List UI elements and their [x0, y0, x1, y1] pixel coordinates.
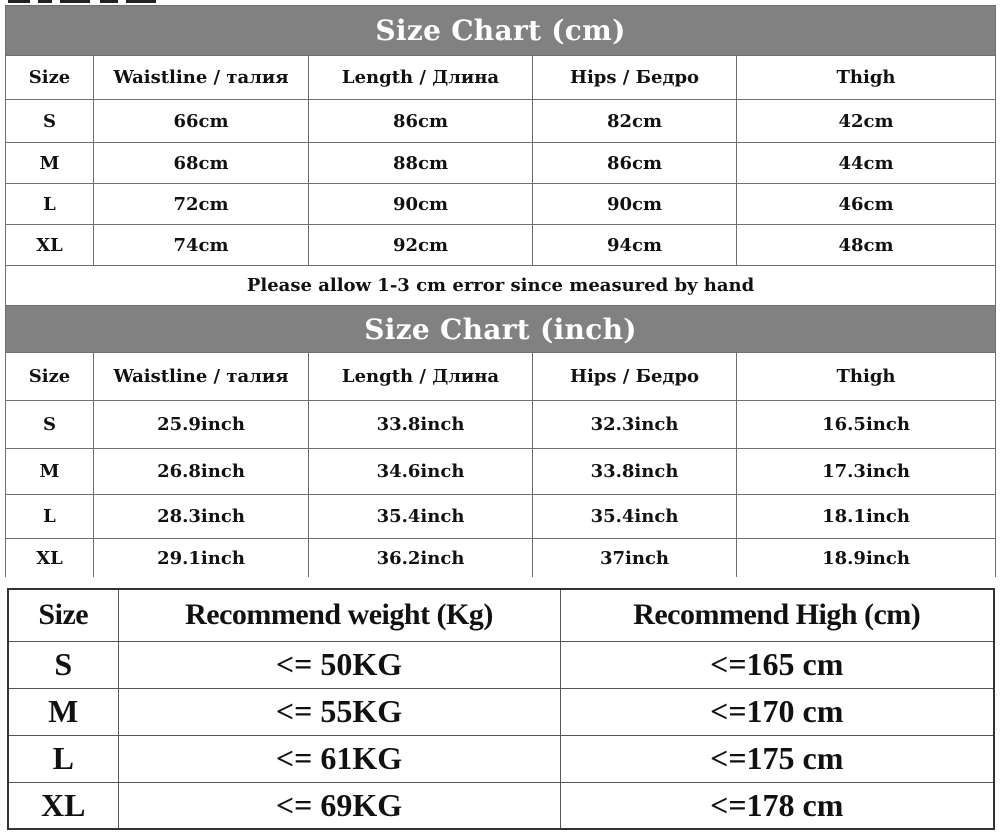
table-row: [6, 143, 996, 184]
size-cell: L: [6, 184, 94, 225]
hips-cell: 37inch: [533, 539, 737, 579]
cm-header-row: [6, 56, 996, 100]
height-cell: <=175 cm: [560, 735, 994, 782]
recommend-header-weight: Recommend weight (Kg): [118, 589, 560, 641]
measurement-note: Please allow 1-3 cm error since measured by hand: [6, 266, 996, 306]
size-chart-inch-table: [5, 305, 996, 579]
table-row: [8, 641, 994, 688]
recommend-header-size: Size: [8, 589, 118, 641]
waistline-cell: 72cm: [94, 184, 309, 225]
weight-cell: <= 55KG: [118, 688, 560, 735]
weight-cell: <= 50KG: [118, 641, 560, 688]
table-row: [8, 688, 994, 735]
cm-header-waistline: Waistline / талия: [94, 56, 309, 100]
size-cell: S: [8, 641, 118, 688]
cm-header-size: Size: [6, 56, 94, 100]
size-cell: S: [6, 100, 94, 143]
length-cell: 35.4inch: [309, 495, 533, 539]
table-row: [6, 449, 996, 495]
size-cell: M: [6, 143, 94, 184]
height-cell: <=170 cm: [560, 688, 994, 735]
size-cell: L: [6, 495, 94, 539]
length-cell: 90cm: [309, 184, 533, 225]
table-row: [6, 184, 996, 225]
hips-cell: 32.3inch: [533, 401, 737, 449]
thigh-cell: 44cm: [737, 143, 996, 184]
hips-cell: 33.8inch: [533, 449, 737, 495]
length-cell: 88cm: [309, 143, 533, 184]
thigh-cell: 42cm: [737, 100, 996, 143]
inch-header-size: Size: [6, 353, 94, 401]
waistline-cell: 25.9inch: [94, 401, 309, 449]
size-cell: M: [8, 688, 118, 735]
size-cell: XL: [8, 782, 118, 829]
table-row: [6, 539, 996, 579]
table-row: [6, 225, 996, 266]
waistline-cell: 66cm: [94, 100, 309, 143]
cm-header-hips: Hips / Бедро: [533, 56, 737, 100]
thigh-cell: 46cm: [737, 184, 996, 225]
cm-header-thigh: Thigh: [737, 56, 996, 100]
weight-cell: <= 61KG: [118, 735, 560, 782]
hips-cell: 35.4inch: [533, 495, 737, 539]
inch-header-length: Length / Длина: [309, 353, 533, 401]
hips-cell: 90cm: [533, 184, 737, 225]
waistline-cell: 29.1inch: [94, 539, 309, 579]
thigh-cell: 48cm: [737, 225, 996, 266]
cm-table-title: Size Chart (cm): [6, 6, 996, 56]
thigh-cell: 16.5inch: [737, 401, 996, 449]
length-cell: 33.8inch: [309, 401, 533, 449]
size-cell: S: [6, 401, 94, 449]
size-cell: XL: [6, 225, 94, 266]
weight-cell: <= 69KG: [118, 782, 560, 829]
waistline-cell: 68cm: [94, 143, 309, 184]
thigh-cell: 18.9inch: [737, 539, 996, 579]
inch-table-title: Size Chart (inch): [6, 306, 996, 353]
waistline-cell: 26.8inch: [94, 449, 309, 495]
waistline-cell: 28.3inch: [94, 495, 309, 539]
height-cell: <=178 cm: [560, 782, 994, 829]
inch-header-waistline: Waistline / талия: [94, 353, 309, 401]
hips-cell: 82cm: [533, 100, 737, 143]
waistline-cell: 74cm: [94, 225, 309, 266]
table-row: [8, 735, 994, 782]
height-cell: <=165 cm: [560, 641, 994, 688]
length-cell: 92cm: [309, 225, 533, 266]
cm-header-length: Length / Длина: [309, 56, 533, 100]
table-row: [6, 100, 996, 143]
inch-header-thigh: Thigh: [737, 353, 996, 401]
recommend-header-row: [8, 589, 994, 641]
size-cell: M: [6, 449, 94, 495]
size-chart-cm-table: [5, 5, 996, 306]
table-row: [6, 495, 996, 539]
table-row: [8, 782, 994, 829]
length-cell: 34.6inch: [309, 449, 533, 495]
inch-header-hips: Hips / Бедро: [533, 353, 737, 401]
thigh-cell: 18.1inch: [737, 495, 996, 539]
length-cell: 86cm: [309, 100, 533, 143]
size-cell: XL: [6, 539, 94, 579]
thigh-cell: 17.3inch: [737, 449, 996, 495]
size-cell: L: [8, 735, 118, 782]
hips-cell: 86cm: [533, 143, 737, 184]
recommend-header-height: Recommend High (cm): [560, 589, 994, 641]
table-gap: [0, 577, 1000, 588]
length-cell: 36.2inch: [309, 539, 533, 579]
hips-cell: 94cm: [533, 225, 737, 266]
recommend-table: [7, 588, 995, 830]
inch-header-row: [6, 353, 996, 401]
table-row: [6, 401, 996, 449]
